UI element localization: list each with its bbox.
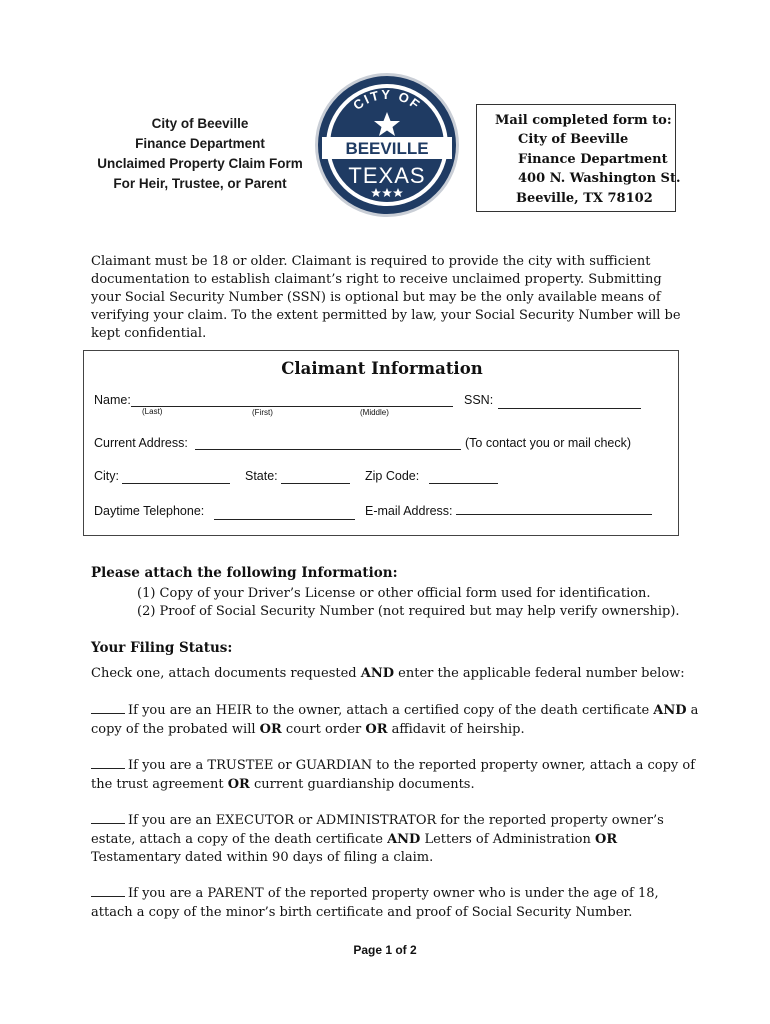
mail-label: Mail completed form to: xyxy=(495,113,672,128)
mail-line-3: 400 N. Washington St. xyxy=(518,171,681,186)
heir-text: court order xyxy=(281,721,366,737)
emphasis-or: OR xyxy=(595,831,618,847)
city-seal-svg xyxy=(312,70,462,220)
phone-field[interactable] xyxy=(214,519,355,520)
executor-option xyxy=(91,811,664,868)
filing-instructions-text: Check one, attach documents requested xyxy=(91,666,361,681)
address-note: (To contact you or mail check) xyxy=(465,436,632,450)
attach-title: Please attach the following Information: xyxy=(91,565,398,581)
name-first-hint: (First) xyxy=(252,408,273,417)
executor-line-1 xyxy=(91,811,664,831)
mail-to-box xyxy=(476,104,681,212)
zip-field[interactable] xyxy=(429,483,498,484)
mail-line-1: City of Beeville xyxy=(518,132,629,147)
name-last-hint: (Last) xyxy=(142,407,163,416)
heir-text: a xyxy=(686,703,699,718)
heir-text: copy of the probated will xyxy=(91,721,260,737)
page-number: Page 1 of 2 xyxy=(353,943,417,957)
header-line-department: Finance Department xyxy=(135,136,265,151)
email-label: E-mail Address: xyxy=(365,504,453,518)
address-field[interactable] xyxy=(195,449,461,450)
trustee-text: If you are a TRUSTEE or GUARDIAN to the reported property owner, attach a copy of xyxy=(128,758,696,773)
trustee-checkbox-blank[interactable] xyxy=(91,756,125,769)
attach-item-2: (2) Proof of Social Security Number (not required but may help verify ownership). xyxy=(137,604,680,619)
header-line-form-title: Unclaimed Property Claim Form xyxy=(97,156,303,171)
filing-status-title: Your Filing Status: xyxy=(91,640,233,656)
parent-line-1 xyxy=(91,884,659,904)
email-field[interactable] xyxy=(456,514,652,515)
executor-text: If you are an EXECUTOR or ADMINISTRATOR for the reported property owner’s xyxy=(128,813,664,828)
header-line-city: City of Beeville xyxy=(151,116,249,131)
parent-checkbox-blank[interactable] xyxy=(91,884,125,897)
seal-top-text: CITY OF xyxy=(350,86,424,113)
mail-line-2: Finance Department xyxy=(518,152,668,167)
heir-line-1 xyxy=(91,701,698,721)
ssn-field[interactable] xyxy=(498,408,641,409)
name-label: Name: xyxy=(94,393,131,407)
filing-instructions-text: enter the applicable federal number below: xyxy=(394,666,685,681)
name-middle-hint: (Middle) xyxy=(360,408,389,417)
zip-label: Zip Code: xyxy=(365,469,420,483)
heir-text: If you are an HEIR to the owner, attach a certified copy of the death certificate xyxy=(128,703,654,718)
city-label: City: xyxy=(94,469,119,483)
executor-text: estate, attach a copy of the death certificate xyxy=(91,831,388,847)
executor-text: Letters of Administration xyxy=(420,831,595,847)
intro-line: kept confidential. xyxy=(91,326,207,341)
emphasis-or: OR xyxy=(227,776,250,792)
heir-line-2 xyxy=(91,721,698,740)
intro-line: documentation to establish claimant’s right to receive unclaimed property. Submitting xyxy=(91,272,662,287)
trustee-option xyxy=(91,756,695,794)
form-header xyxy=(70,114,330,194)
name-field[interactable] xyxy=(131,406,453,407)
claimant-information-box xyxy=(83,350,679,536)
trustee-line-2 xyxy=(91,776,695,795)
trustee-text: current guardianship documents. xyxy=(249,776,475,792)
emphasis-and: AND xyxy=(387,831,421,847)
mail-line-4: Beeville, TX 78102 xyxy=(516,191,653,206)
heir-checkbox-blank[interactable] xyxy=(91,701,125,714)
city-field[interactable] xyxy=(122,483,230,484)
heir-option xyxy=(91,701,698,739)
trustee-line-1 xyxy=(91,756,695,776)
address-label: Current Address: xyxy=(94,436,188,450)
ssn-label: SSN: xyxy=(464,393,494,407)
filing-instructions xyxy=(91,665,685,684)
emphasis-or: OR xyxy=(365,721,388,737)
claimant-title: Claimant Information xyxy=(281,359,483,378)
attach-item-1: (1) Copy of your Driver’s License or other official form used for identification. xyxy=(137,586,651,601)
emphasis-and: AND xyxy=(360,666,395,681)
header-line-subtitle: For Heir, Trustee, or Parent xyxy=(113,176,287,191)
intro-line: Claimant must be 18 or older. Claimant is required to provide the city with sufficient xyxy=(91,254,651,269)
emphasis-or: OR xyxy=(259,721,282,737)
heir-text: affidavit of heirship. xyxy=(387,721,525,737)
phone-label: Daytime Telephone: xyxy=(94,504,205,518)
parent-line-2: attach a copy of the minor’s birth certificate and proof of Social Security Number. xyxy=(91,904,633,920)
executor-line-3: Testamentary dated within 90 days of filing a claim. xyxy=(91,850,434,865)
intro-paragraph xyxy=(91,253,681,343)
parent-option xyxy=(91,884,659,922)
state-label: State: xyxy=(245,469,278,483)
executor-checkbox-blank[interactable] xyxy=(91,811,125,824)
seal-state-name: TEXAS xyxy=(348,163,426,188)
emphasis-and: AND xyxy=(653,703,687,718)
state-field[interactable] xyxy=(281,483,350,484)
parent-text: If you are a PARENT of the reported property owner who is under the age of 18, xyxy=(128,886,659,901)
intro-line: your Social Security Number (SSN) is optional but may be the only available means of xyxy=(91,290,661,305)
executor-line-2 xyxy=(91,831,664,850)
intro-line: verifying your claim. To the extent permitted by law, your Social Security Number will be xyxy=(91,308,681,323)
trustee-text: the trust agreement xyxy=(91,776,228,792)
seal-city-name: BEEVILLE xyxy=(345,139,429,158)
city-seal-logo xyxy=(312,70,462,220)
